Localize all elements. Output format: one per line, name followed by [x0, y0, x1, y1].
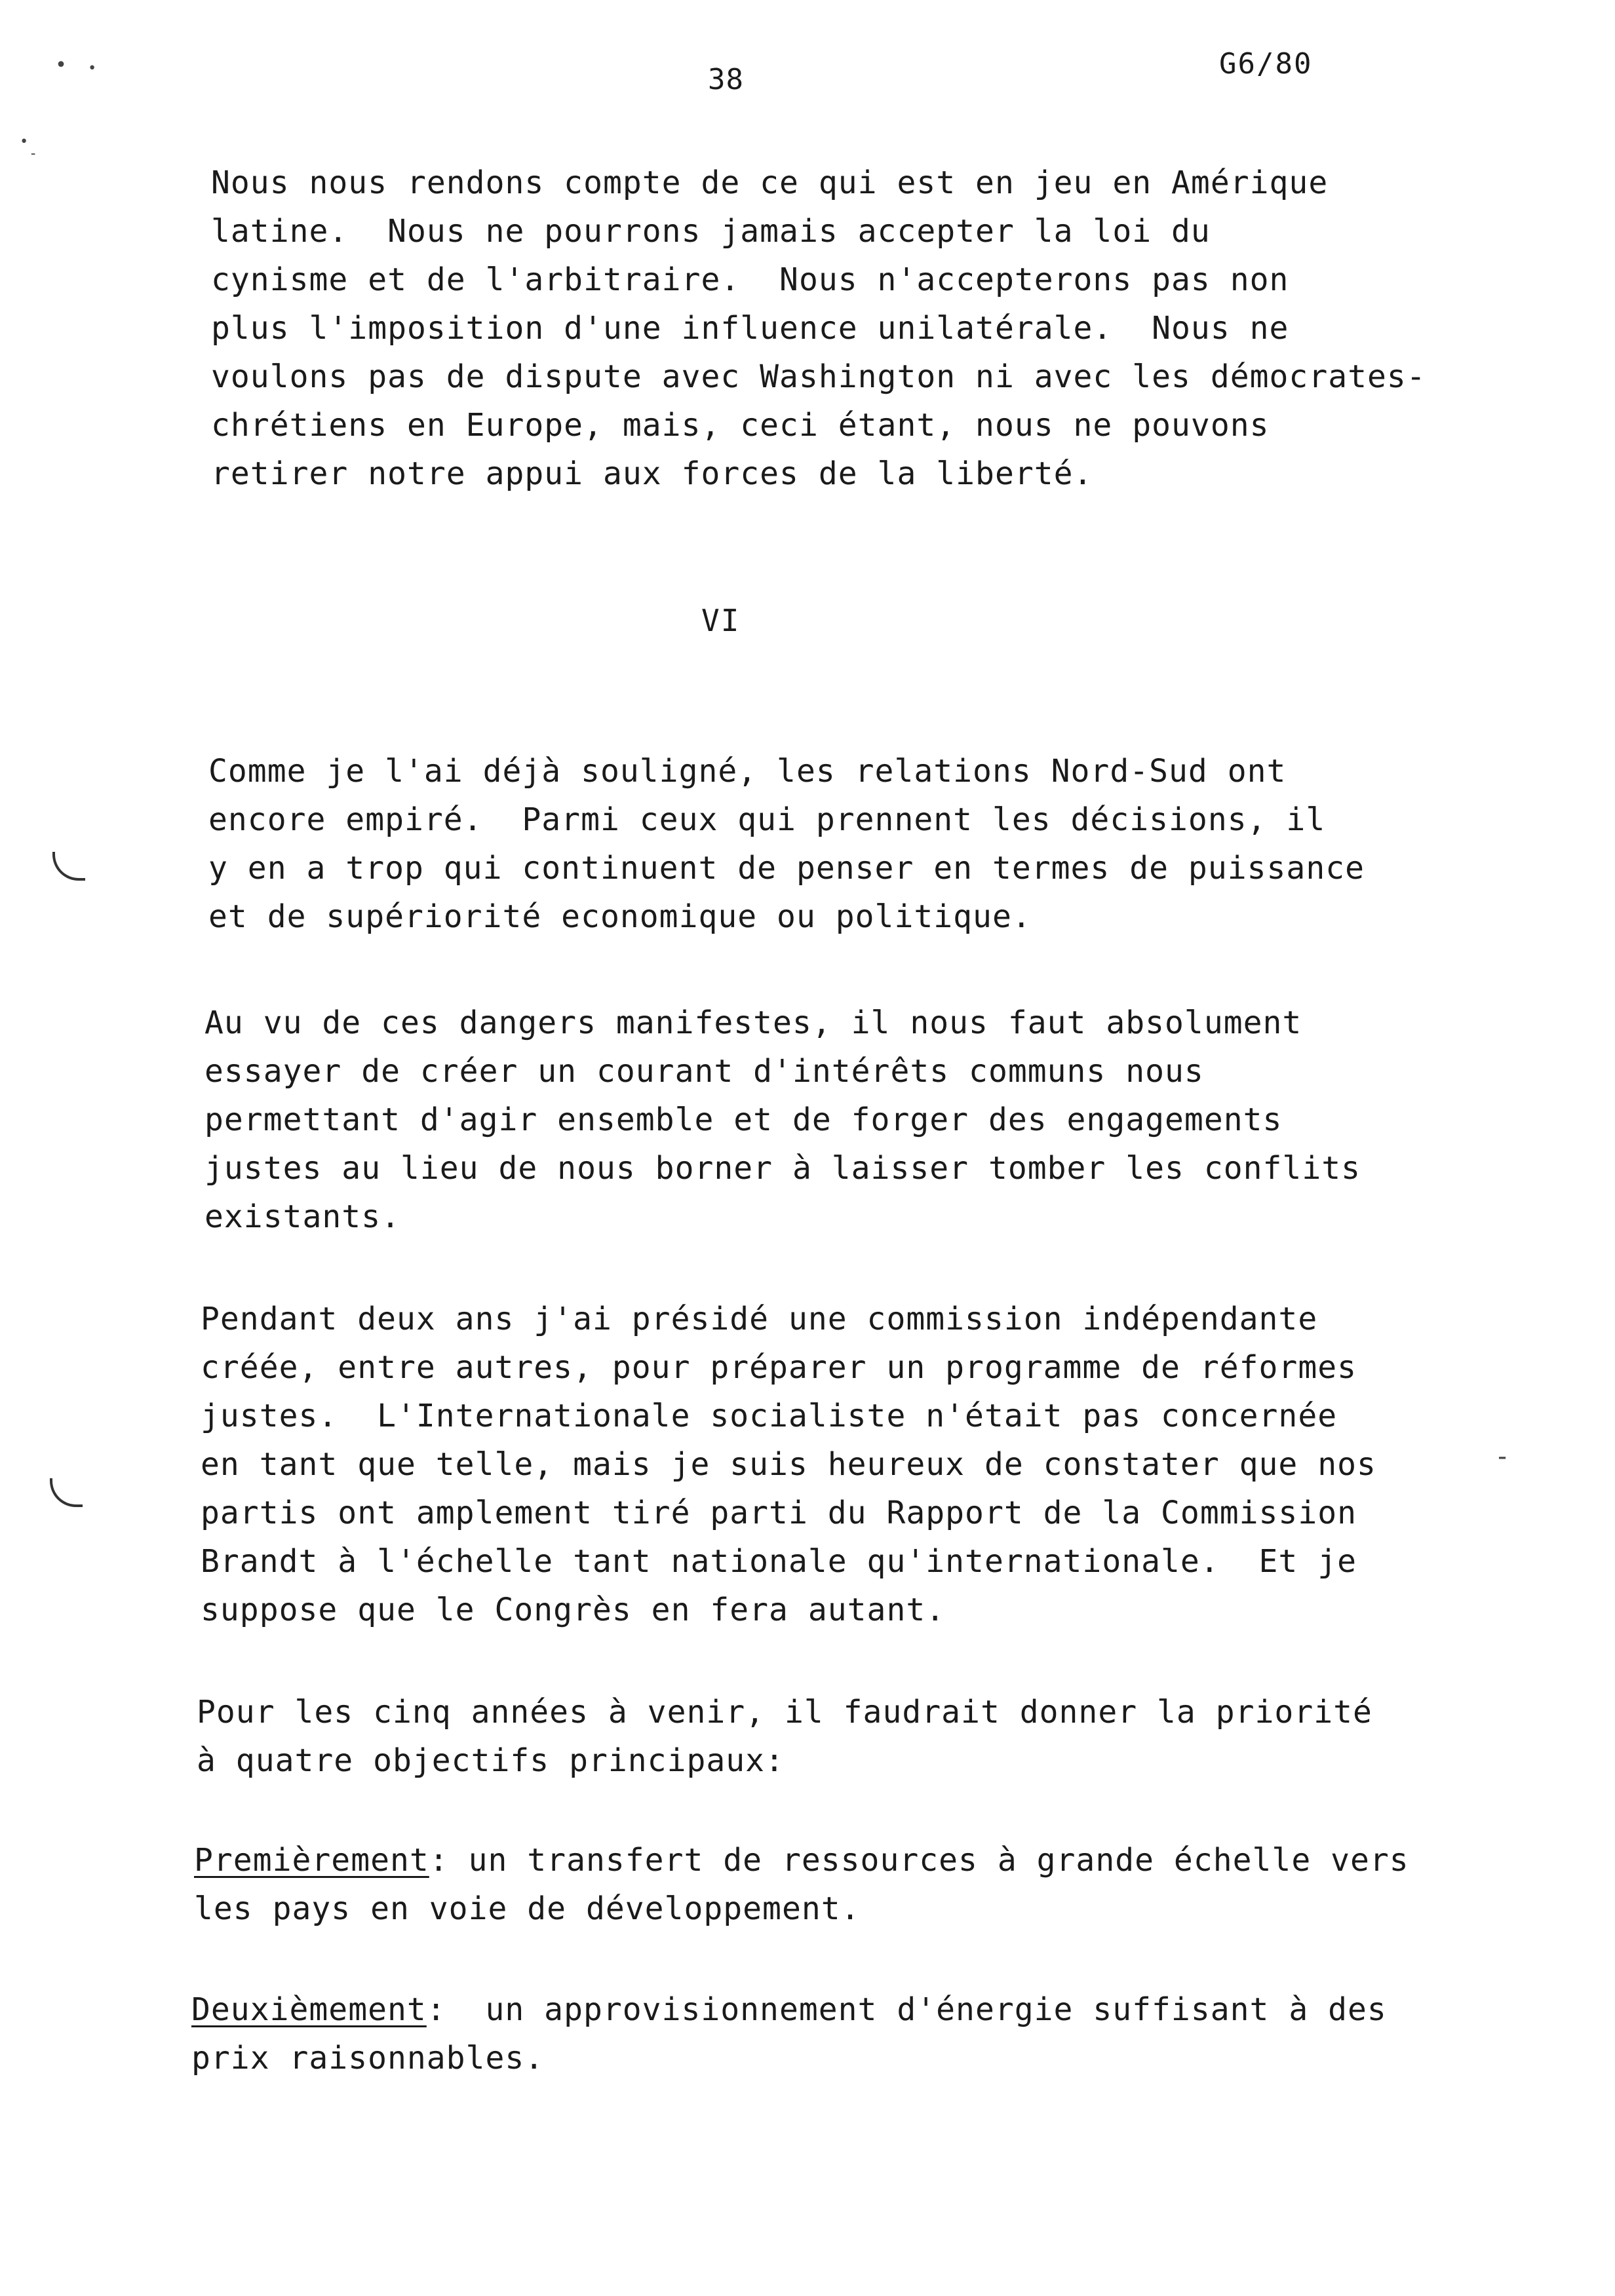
text-line: Comme je l'ai déjà souligné, les relations Nord-Sud ont — [208, 753, 1287, 790]
objective-text: : un transfert de ressources à grande échelle vers — [429, 1842, 1409, 1879]
objective-second — [191, 1985, 1387, 2082]
objective-text: : un approvisionnement d'énergie suffisant à des — [426, 1991, 1387, 2028]
text-line: Pendant deux ans j'ai présidé une commission indépendante — [201, 1301, 1318, 1337]
objective-label: Premièrement — [194, 1842, 429, 1879]
objective-first — [194, 1836, 1409, 1933]
section-heading: VI — [701, 603, 741, 638]
text-line: Nous nous rendons compte de ce qui est en jeu en Amérique — [211, 164, 1329, 201]
text-line: et de supériorité economique ou politique. — [208, 898, 1032, 935]
margin-dash-mark: - — [1494, 1442, 1511, 1472]
text-line: existants. — [204, 1198, 400, 1235]
text-line: créée, entre autres, pour préparer un programme de réformes — [201, 1349, 1357, 1386]
text-line: prix raisonnables. — [191, 2040, 545, 2076]
text-line: justes au lieu de nous borner à laisser tomber les conflits — [204, 1150, 1361, 1187]
paragraph-brandt-commission — [201, 1295, 1376, 1634]
scan-speck: - — [29, 145, 38, 162]
text-line: partis ont amplement tiré parti du Rapport de la Commission — [201, 1495, 1357, 1531]
paragraph-priorities — [197, 1688, 1372, 1785]
text-line: essayer de créer un courant d'intérêts communs nous — [204, 1053, 1204, 1090]
objective-label: Deuxièmement — [191, 1991, 427, 2028]
paragraph-common-interests — [204, 999, 1361, 1241]
paragraph-north-south — [208, 747, 1365, 941]
page-number: 38 — [708, 63, 744, 96]
text-line: encore empiré. Parmi ceux qui prennent les décisions, il — [208, 801, 1326, 838]
text-line: permettant d'agir ensemble et de forger des engagements — [204, 1101, 1283, 1138]
text-line — [194, 1836, 1409, 1885]
margin-bracket-mark — [50, 1478, 83, 1507]
paragraph-latin-america — [211, 159, 1426, 498]
text-line: les pays en voie de développement. — [194, 1890, 861, 1927]
text-line: cynisme et de l'arbitraire. Nous n'accepterons pas non — [211, 261, 1289, 298]
text-line — [191, 1985, 1387, 2034]
text-line: voulons pas de dispute avec Washington ni avec les démocrates- — [211, 358, 1426, 395]
text-line: Au vu de ces dangers manifestes, il nous faut absolument — [204, 1004, 1302, 1041]
text-line: latine. Nous ne pourrons jamais accepter la loi du — [211, 213, 1211, 250]
text-line: justes. L'Internationale socialiste n'était pas concernée — [201, 1398, 1338, 1434]
document-reference: G6/80 — [1219, 47, 1313, 81]
text-line: retirer notre appui aux forces de la liberté. — [211, 455, 1093, 492]
text-line: y en a trop qui continuent de penser en termes de puissance — [208, 850, 1365, 887]
text-line: Brandt à l'échelle tant nationale qu'internationale. Et je — [201, 1543, 1357, 1580]
text-line: à quatre objectifs principaux: — [197, 1742, 785, 1779]
text-line: chrétiens en Europe, mais, ceci étant, nous ne pouvons — [211, 407, 1270, 444]
scan-speck: • — [55, 54, 68, 77]
scan-speck: • — [88, 60, 97, 77]
text-line: Pour les cinq années à venir, il faudrait donner la priorité — [197, 1694, 1372, 1731]
margin-bracket-mark — [52, 852, 85, 881]
text-line: en tant que telle, mais je suis heureux de constater que nos — [201, 1446, 1376, 1483]
text-line: suppose que le Congrès en fera autant. — [201, 1592, 946, 1628]
text-line: plus l'imposition d'une influence unilatérale. Nous ne — [211, 310, 1289, 347]
scan-speck: • — [20, 134, 29, 150]
